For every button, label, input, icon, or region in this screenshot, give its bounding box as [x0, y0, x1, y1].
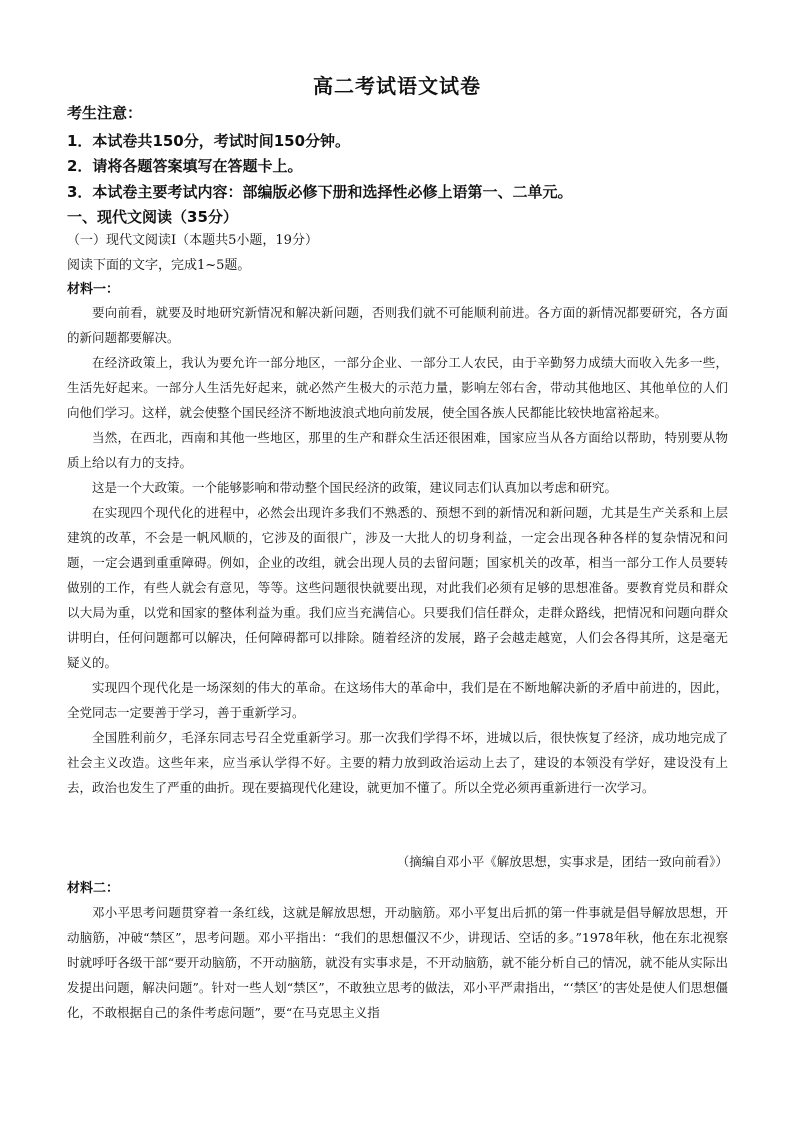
material-1-label: 材料一：	[67, 282, 120, 297]
section-heading: 一、现代文阅读（35分）	[67, 208, 238, 226]
material-2-text	[67, 900, 728, 1025]
paragraph: 实现四个现代化是一场深刻的伟大的革命。在这场伟大的革命中，我们是在不断地解决新的矛盾中前进的，因此，全党同志一定要善于学习，善于重新学习。	[67, 680, 728, 720]
notice-item: 2．请将各题答案填写在答题卡上。	[67, 157, 303, 175]
paragraph: 在实现四个现代化的进程中，必然会出现许多我们不熟悉的、预想不到的新情况和新问题，尤其是生产关系和上层建筑的改革，不会是一帆风顺的，它涉及的面很广，涉及一大批人的切身利益，一定会出现各种各样的复杂情况和问题，一定会遇到重重障碍。例如，企业的改组，就会出现人员的去留问题；国家机关的改革，相当一部分工作人员要转做别的工作，有些人就会有意见，等等。这些问题很快就要出现，对此我们必须有足够的思想准备。要教育党员和群众以大局为重，以党和国家的整体利益为重。我们应当充满信心。只要我们信任群众，走群众路线，把情况和问题向群众讲明白，任何问题都可以解决，任何障碍都可以排除。随着经济的发展，路子会越走越宽，人们会各得其所，这是毫无疑义的。	[67, 505, 728, 670]
notice-item: 3．本试卷主要考试内容：部编版必修下册和选择性必修上语第一、二单元。	[67, 183, 573, 201]
paragraph: 在经济政策上，我认为要允许一部分地区，一部分企业、一部分工人农民，由于辛勤努力成绩大而收入先多一些，生活先好起来。一部分人生活先好起来，就必然产生极大的示范力量，影响左邻右舍，带动其他地区、其他单位的人们向他们学习。这样，就会使整个国民经济不断地波浪式地向前发展，使全国各族人民都能比较快地富裕起来。	[67, 355, 728, 420]
paragraph: 全国胜利前夕，毛泽东同志号召全党重新学习。那一次我们学得不坏，进城以后，很快恢复了经济，成功地完成了社会主义改造。这些年来，应当承认学得不好。主要的精力放到政治运动上去了，建设的本领没有学好，建设没有上去，政治也发生了严重的曲折。现在要搞现代化建设，就更加不懂了。所以全党必须再重新进行一次学习。	[67, 730, 728, 795]
page-title: 高二考试语文试卷	[313, 74, 481, 98]
paragraph: 这是一个大政策。一个能够影响和带动整个国民经济的政策，建议同志们认真加以考虑和研究。	[92, 480, 618, 495]
material-1-text	[67, 300, 728, 800]
notice-item: 1．本试卷共150分，考试时间150分钟。	[67, 132, 351, 150]
sub-section-heading: （一）现代文阅读Ⅰ（本题共5小题，19分）	[67, 233, 318, 248]
source-citation: （摘编自邓小平《解放思想，实事求是，团结一致向前看》）	[396, 854, 728, 869]
reading-instruction: 阅读下面的文字，完成1~5题。	[67, 258, 251, 273]
notice-heading: 考生注意：	[67, 104, 143, 122]
paragraph: 邓小平思考问题贯穿着一条红线，这就是解放思想，开动脑筋。邓小平复出后抓的第一件事就是倡导解放思想，开动脑筋，冲破“禁区”，思考问题。邓小平指出：“我们的思想僵汉不少，讲现话、空话的多。”1978年秋，他在东北视察时就呼吁各级干部“要开动脑筋，不开动脑筋，就没有实事求是，不开动脑筋，就不能分析自己的情况，就不能从实际出发提出问题，解决问题”。针对一些人划“禁区”，不敢独立思考的做法，邓小平严肃指出，“‘禁区’的害处是使人们思想僵化，不敢根据自己的条件考虑问题”，要“在马克思主义指	[67, 905, 728, 1020]
paragraph: 要向前看，就要及时地研究新情况和解决新问题，否则我们就不可能顺利前进。各方面的新情况都要研究，各方面的新问题都要解决。	[67, 305, 728, 345]
paragraph: 当然，在西北，西南和其他一些地区，那里的生产和群众生活还很困难，国家应当从各方面给以帮助，特别要从物质上给以有力的支持。	[67, 430, 728, 470]
material-2-label: 材料二：	[67, 881, 120, 896]
